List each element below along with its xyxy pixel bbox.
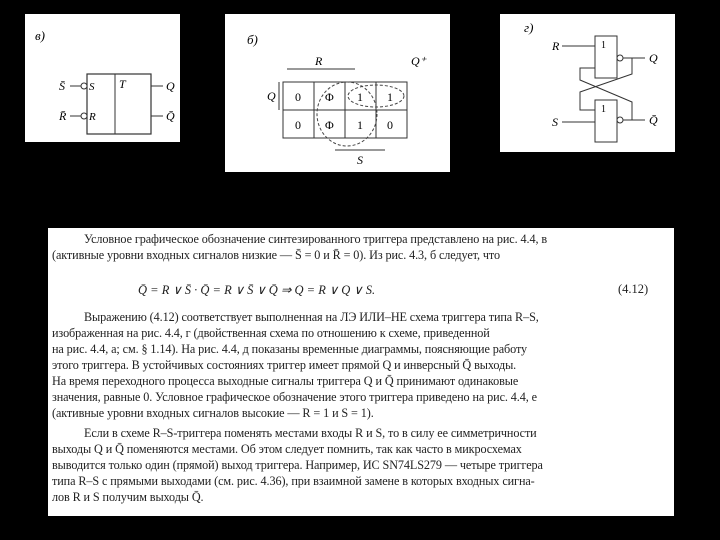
kmap-cell: 1	[357, 90, 363, 104]
kmap-cell: 0	[295, 118, 301, 132]
figure-v-input-r: R̄	[59, 109, 67, 123]
figure-g-output-qbar: Q̄	[649, 113, 658, 127]
figure-v-output-qbar: Q̄	[166, 109, 175, 123]
paragraph-line: Если в схеме R–S-триггера поменять местами входы R и S, то в силу ее симметричности	[84, 426, 537, 440]
paragraph-line: на рис. 4.4, а; см. § 1.14). На рис. 4.4, д показаны временные диаграммы, поясняющие работу	[52, 342, 528, 356]
figure-g-diagram	[500, 14, 675, 152]
kmap-bottom-label: S	[357, 153, 363, 167]
kmap-cell: 1	[357, 118, 363, 132]
karnaugh-map	[225, 14, 450, 172]
equation-number: (4.12)	[618, 282, 649, 296]
paragraph-line: На время переходного процесса выходные сигналы триггера Q и Q̄ принимают одинаковые	[52, 374, 519, 388]
figure-v-title: T	[119, 77, 126, 91]
figure-v-pin-r: R	[89, 111, 96, 123]
kmap-right-label: Q⁺	[411, 54, 426, 68]
paragraph-line: Условное графическое обозначение синтезированного триггера представлено на рис. 4.4, в	[84, 232, 547, 246]
figure-v-pin-s: S	[89, 81, 95, 93]
paragraph-line: лов R и S получим выходы Q̄.	[52, 490, 204, 504]
paragraph-line: значения, равные 0. Условное графическое обозначение этого триггера приведено на рис. 4.4, е	[52, 390, 537, 404]
kmap-group-loop	[317, 82, 377, 146]
gate-mark: 1	[601, 40, 606, 51]
figure-g-input-r: R	[552, 39, 560, 53]
figure-v-output-q: Q	[166, 79, 175, 93]
kmap-cell: 0	[387, 118, 393, 132]
kmap-cell: 0	[295, 90, 301, 104]
figure-b-caption: б)	[247, 32, 258, 47]
paragraph-line: типа R–S с прямыми выходами (см. рис. 4.36), при взаимной замене в которых входных сигна-	[52, 474, 535, 488]
gate-mark: 1	[601, 104, 606, 115]
paragraph-line: изображенная на рис. 4.4, г (двойственная схема по отношению к схеме, приведенной	[52, 326, 490, 340]
paragraph-line: этого триггера. В устойчивых состояниях триггер имеет прямой Q и инверсный Q̄ выходы.	[52, 358, 517, 372]
figure-g-panel	[500, 14, 675, 152]
figure-v-diagram	[25, 14, 180, 142]
paragraph-line: (активные уровни входных сигналов низкие — S̄ = 0 и R̄ = 0). Из рис. 4.3, б следует, что	[52, 248, 500, 262]
kmap-cell: 1	[387, 90, 393, 104]
figure-g-output-q: Q	[649, 51, 658, 65]
text-block	[48, 228, 674, 516]
paragraph-line: (активные уровни входных сигналов высокие — R = 1 и S = 1).	[52, 406, 374, 420]
paragraph-line: выводится только один (прямой) выход триггера. Например, ИС SN74LS279 — четыре триггера	[52, 458, 543, 472]
figure-b-panel	[225, 14, 450, 172]
kmap-cell: Φ	[325, 118, 334, 132]
figure-g-caption: г)	[524, 20, 534, 35]
figure-v-panel	[25, 14, 180, 142]
figure-v-caption: в)	[35, 28, 45, 43]
paragraph-line: Выражению (4.12) соответствует выполненная на ЛЭ ИЛИ–НЕ схема триггера типа R–S,	[84, 310, 539, 324]
kmap-left-label: Q	[267, 89, 276, 103]
kmap-cell: Φ	[325, 90, 334, 104]
equation: Q̄ = R ∨ S̄ · Q̄ = R ∨ S̄ ∨ Q̄ ⇒ Q = R ∨ Q ∨ S.	[138, 283, 376, 297]
kmap-top-label: R	[315, 54, 323, 68]
paragraph-line: выходы Q и Q̄ поменяются местами. Об этом следует помнить, так как часто в микросхемах	[52, 442, 522, 456]
figure-g-input-s: S	[552, 115, 558, 129]
figure-v-input-s: S̄	[59, 79, 65, 93]
